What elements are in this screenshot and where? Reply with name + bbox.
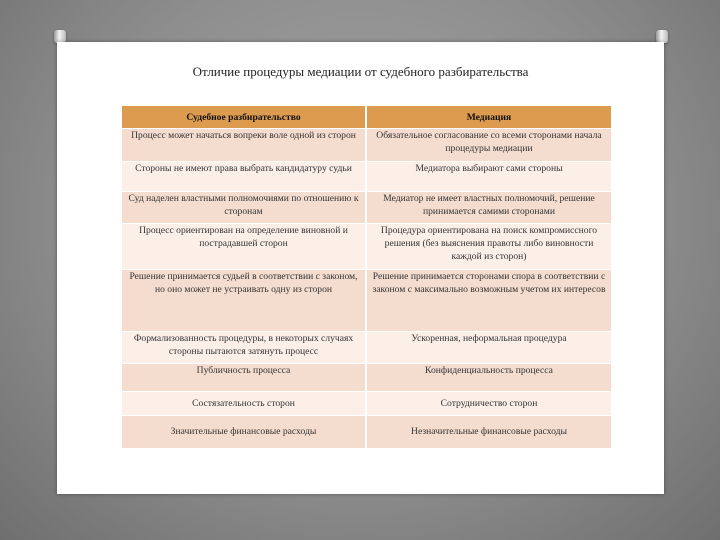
- header-court: Судебное разбирательство: [122, 106, 366, 129]
- cell-court: Публичность процесса: [122, 364, 366, 392]
- cell-court: Процесс может начаться вопреки воле одной из сторон: [122, 129, 366, 162]
- header-mediation: Медиация: [366, 106, 611, 129]
- table-row: [122, 129, 611, 162]
- table-row: [122, 270, 611, 332]
- cell-mediation: Процедура ориентирована на поиск компромиссного решения (без выяснения правоты либо виновности каждой из сторон): [366, 224, 611, 270]
- cell-court: Состязательность сторон: [122, 392, 366, 416]
- cell-mediation: Конфиденциальность процесса: [366, 364, 611, 392]
- cell-court: Процесс ориентирован на определение виновной и пострадавшей сторон: [122, 224, 366, 270]
- cell-mediation: Незначительные финансовые расходы: [366, 416, 611, 448]
- table-row: [122, 192, 611, 224]
- table-row: [122, 392, 611, 416]
- cell-mediation: Решение принимается сторонами спора в соответствии с законом с максимально возможным учетом их интересов: [366, 270, 611, 332]
- cell-court: Значительные финансовые расходы: [122, 416, 366, 448]
- slide-title: Отличие процедуры медиации от судебного разбирательства: [192, 64, 529, 79]
- table-row: [122, 364, 611, 392]
- cell-court: Суд наделен властными полномочиями по отношению к сторонам: [122, 192, 366, 224]
- cell-court: Стороны не имеют права выбрать кандидатуру судьи: [122, 162, 366, 192]
- table-row: [122, 416, 611, 448]
- cell-court: Формализованность процедуры, в некоторых случаях стороны пытаются затянуть процесс: [122, 332, 366, 364]
- comparison-table: [122, 106, 611, 448]
- table-header-row: [122, 106, 611, 129]
- table-row: [122, 332, 611, 364]
- cell-mediation: Ускоренная, неформальная процедура: [366, 332, 611, 364]
- cell-mediation: Медиатор не имеет властных полномочий, решение принимается самими сторонами: [366, 192, 611, 224]
- table-row: [122, 224, 611, 270]
- cell-mediation: Медиатора выбирают сами стороны: [366, 162, 611, 192]
- cell-mediation: Обязательное согласование со всеми сторонами начала процедуры медиации: [366, 129, 611, 162]
- cell-court: Решение принимается судьей в соответствии с законом, но оно может не устраивать одну из сторон: [122, 270, 366, 332]
- slide: [57, 42, 664, 494]
- table-row: [122, 162, 611, 192]
- cell-mediation: Сотрудничество сторон: [366, 392, 611, 416]
